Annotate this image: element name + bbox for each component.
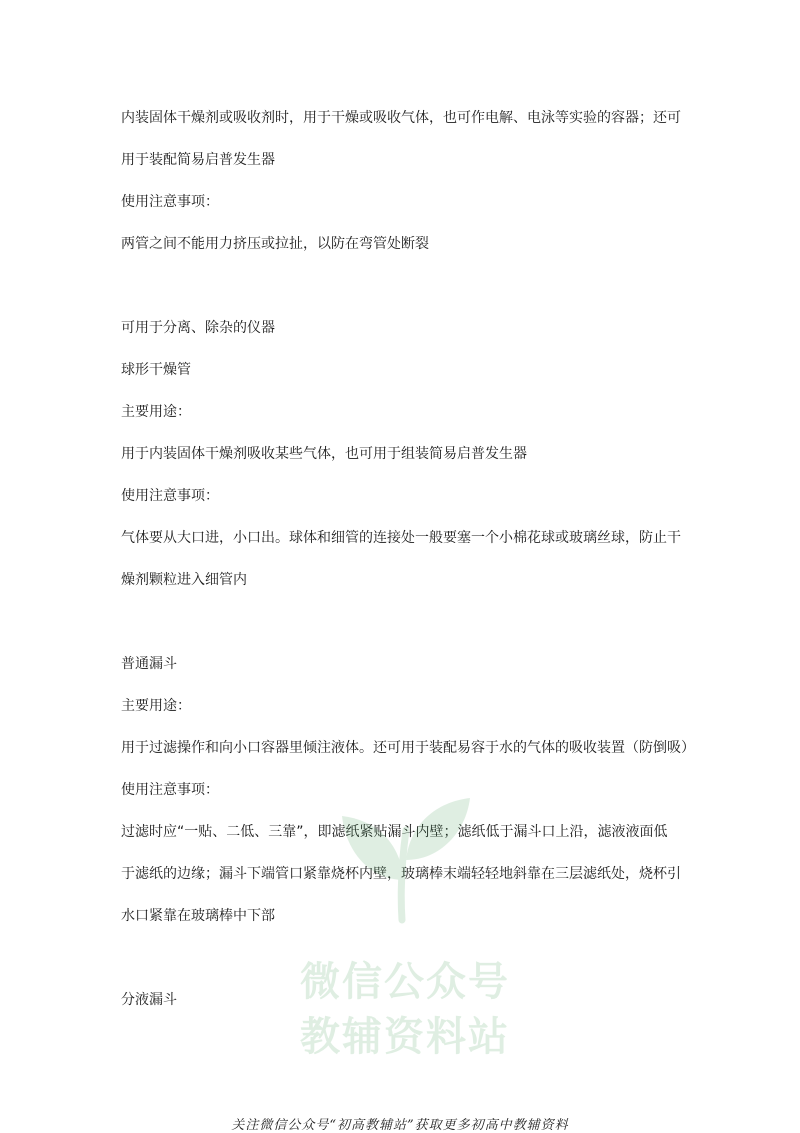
- item-title: 普通漏斗: [121, 656, 177, 672]
- section-heading: 可用于分离、除杂的仪器: [121, 320, 275, 336]
- text-line: 内装固体干燥剂或吸收剂时，用于干燥或吸收气体，也可作电解、电泳等实验的容器；还可: [121, 110, 681, 126]
- text-line: 用于过滤操作和向小口容器里倾注液体。还可用于装配易容于水的气体的吸收装置（防倒吸）: [121, 740, 695, 756]
- text-line: 气体要从大口进，小口出。球体和细管的连接处一般要塞一个小棉花球或玻璃丝球，防止干: [121, 530, 681, 546]
- watermark-line: 教辅资料站: [300, 1014, 510, 1060]
- text-line: 过滤时应“一贴、二低、三靠”，即滤纸紧贴漏斗内壁；滤纸低于漏斗口上沿，滤液液面低: [121, 824, 668, 840]
- item-title: 球形干燥管: [121, 362, 191, 378]
- text-line: 用于装配简易启普发生器: [121, 152, 275, 168]
- text-line: 使用注意事项：: [121, 782, 219, 798]
- text-line: 使用注意事项：: [121, 194, 219, 210]
- text-line: 燥剂颗粒进入细管内: [121, 572, 247, 588]
- text-line: 于滤纸的边缘；漏斗下端管口紧靠烧杯内壁，玻璃棒末端轻轻地斜靠在三层滤纸处，烧杯引: [121, 866, 681, 882]
- text-line: 主要用途：: [121, 404, 191, 420]
- item-title: 分液漏斗: [121, 992, 177, 1008]
- leaf-logo-icon: [290, 780, 520, 930]
- text-line: 用于内装固体干燥剂吸收某些气体，也可用于组装简易启普发生器: [121, 446, 527, 462]
- footer-note: 关注微信公众号“初高教辅站”获取更多初高中教辅资料: [231, 1118, 569, 1133]
- text-line: 使用注意事项：: [121, 488, 219, 504]
- text-line: 两管之间不能用力挤压或拉扯，以防在弯管处断裂: [121, 236, 429, 252]
- text-line: 水口紧靠在玻璃棒中下部: [121, 908, 275, 924]
- watermark-line: 微信公众号: [300, 959, 510, 1005]
- text-line: 主要用途：: [121, 698, 191, 714]
